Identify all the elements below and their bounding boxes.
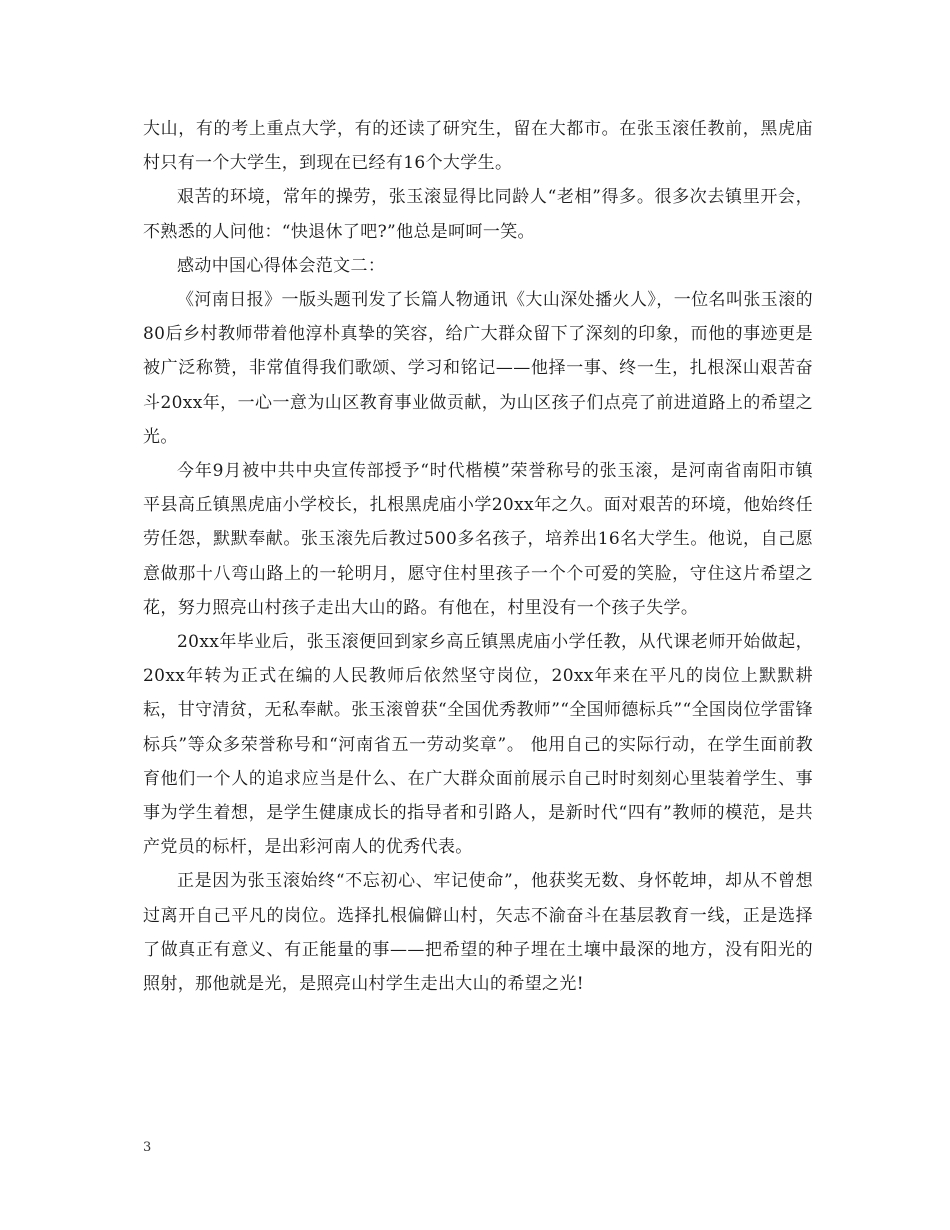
section-heading: 感动中国心得体会范文二： [177,255,386,276]
document-body [143,112,813,1001]
page-number: 3 [143,1140,152,1155]
paragraph-4: 今年9月被中共中央宣传部授予“时代楷模”荣誉称号的张玉滚，是河南省南阳市镇平县高丘镇黑虎庙小学校长，扎根黑虎庙小学20xx年之久。面对艰苦的环境，他始终任劳任怨，默默奉献。张玉滚先后教过500多名孩子，培养出16名大学生。他说，自己愿意做那十八弯山路上的一轮明月，愿守住村里孩子一个个可爱的笑脸，守住这片希望之花，努力照亮山村孩子走出大山的路。有他在，村里没有一个孩子失学。 [143,461,813,618]
paragraph-6: 正是因为张玉滚始终“不忘初心、牢记使命”，他获奖无数、身怀乾坤，却从不曾想过离开自己平凡的岗位。选择扎根偏僻山村，矢志不渝奋斗在基层教育一线，正是选择了做真正有意义、有正能量的事——把希望的种子埋在土壤中最深的地方，没有阳光的照射，那他就是光，是照亮山村学生走出大山的希望之光! [143,871,813,995]
paragraph-5: 20xx年毕业后，张玉滚便回到家乡高丘镇黑虎庙小学任教，从代课老师开始做起，20xx年转为正式在编的人民教师后依然坚守岗位，20xx年来在平凡的岗位上默默耕耘，甘守清贫，无私奉献。张玉滚曾获“全国优秀教师”“全国师德标兵”“全国岗位学雷锋标兵”等众多荣誉称号和“河南省五一劳动奖章”。 他用自己的实际行动，在学生面前教育他们一个人的追求应当是什么、在广大群众面前展示自己时时刻刻心里装着学生、事事为学生着想，是学生健康成长的指导者和引路人，是新时代“四有”教师的模范，是共产党员的标杆，是出彩河南人的优秀代表。 [143,632,813,858]
paragraph-3: 《河南日报》一版头题刊发了长篇人物通讯《大山深处播火人》，一位名叫张玉滚的80后乡村教师带着他淳朴真挚的笑容，给广大群众留下了深刻的印象，而他的事迹更是被广泛称赞，非常值得我们歌颂、学习和铭记——他择一事、终一生，扎根深山艰苦奋斗20xx年，一心一意为山区教育事业做贡献，为山区孩子们点亮了前进道路上的希望之光。 [143,290,813,447]
paragraph-1: 大山，有的考上重点大学，有的还读了研究生，留在大都市。在张玉滚任教前，黑虎庙村只有一个大学生，到现在已经有16个大学生。 [143,119,813,174]
paragraph-2: 艰苦的环境，常年的操劳，张玉滚显得比同龄人“老相”得多。很多次去镇里开会，不熟悉的人问他：“快退休了吧?”他总是呵呵一笑。 [143,187,813,242]
